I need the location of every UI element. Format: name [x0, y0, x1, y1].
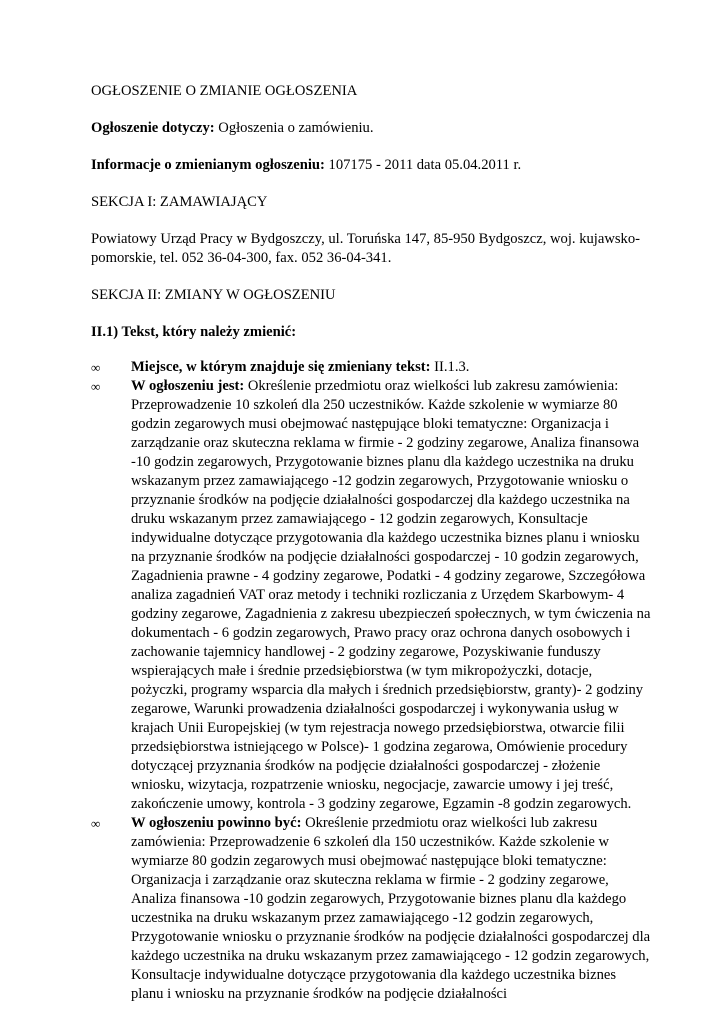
item-label: Miejsce, w którym znajduje się zmieniany tekst: [131, 359, 431, 375]
section-2-heading: SEKCJA II: ZMIANY W OGŁOSZENIU [91, 287, 336, 303]
list-item [91, 358, 651, 377]
concerns-label: Ogłoszenie dotyczy: [91, 120, 215, 136]
document-page [91, 82, 651, 1004]
section-2-subheading: II.1) Tekst, który należy zmienić: [91, 324, 297, 340]
section-1-heading: SEKCJA I: ZAMAWIAJĄCY [91, 194, 268, 210]
item-label: W ogłoszeniu powinno być: [131, 815, 302, 831]
item-text: II.1.3. [434, 359, 470, 375]
item-text: Określenie przedmiotu oraz wielkości lub zakresu zamówienia: Przeprowadzenie 6 szkoleń dla 150 uczestników. Każde szkolenie w wymiarze 80 godzin zegarowych musi obejmować następujące bloki tematyczne: Organizacja i zarządzanie oraz skuteczna reklama w firmie - 2 godziny zegarowe, Analiza finansowa -10 godzin zegarowych, Przygotowanie biznes planu dla każdego uczestnika na druku wskazanym przez zamawiającego -12 godzin zegarowych, Przygotowanie wniosku o przyznanie środków na podjęcie działalności gospodarczej dla każdego uczestnika na druku wskazanym przez zamawiającego - 12 godzin zegarowych, Konsultacje indywidualne dotyczące przygotowania dla każdego uczestnika biznes planu i wniosku na przyznanie środków na podjęcie działalności [131, 815, 651, 1002]
info-value: 107175 - 2011 data 05.04.2011 r. [328, 157, 522, 173]
bullet-icon: ∞ [91, 379, 101, 394]
bullet-icon: ∞ [91, 360, 101, 375]
info-label: Informacje o zmienianym ogłoszeniu: [91, 157, 325, 173]
changes-list [91, 358, 651, 1004]
concerns-line [91, 119, 651, 138]
bullet-icon: ∞ [91, 816, 101, 831]
list-item [91, 814, 651, 1004]
concerns-value: Ogłoszenia o zamówieniu. [218, 120, 374, 136]
item-label: W ogłoszeniu jest: [131, 378, 245, 394]
item-text: Określenie przedmiotu oraz wielkości lub zakresu zamówienia: Przeprowadzenie 10 szkoleń dla 250 uczestników. Każde szkolenie w wymiarze 80 godzin zegarowych musi obejmować następujące bloki tematyczne: Organizacja i zarządzanie oraz skuteczna reklama w firmie - 2 godziny zegarowe, Analiza finansowa -10 godzin zegarowych, Przygotowanie biznes planu dla każdego uczestnika na druku wskazanym przez zamawiającego -12 godzin zegarowych, Przygotowanie wniosku o przyznanie środków na podjęcie działalności gospodarczej dla każdego uczestnika na druku wskazanym przez zamawiającego - 12 godzin zegarowych, Konsultacje indywidualne dotyczące przygotowania dla każdego uczestnika biznes planu i wniosku na przyznanie środków na podjęcie działalności gospodarczej - 10 godzin zegarowych, Zagadnienia prawne - 4 godziny zegarowe, Podatki - 4 godziny zegarowe, Szczegółowa analiza zagadnień VAT oraz metody i techniki rozliczania z Urzędem Skarbowym- 4 godziny zegarowe, Zagadnienia z zakresu ubezpieczeń społecznych, w tym ćwiczenia na dokumentach - 6 godzin zegarowych, Prawo pracy oraz ochrona danych osobowych i zachowanie tajemnicy handlowej - 2 godziny zegarowe, Pozyskiwanie funduszy wspierających małe i średnie przedsiębiorstwa (w tym mikropożyczki, dotacje, pożyczki, programy wsparcia dla małych i średnich przedsiębiorstw, granty)- 2 godziny zegarowe, Warunki prowadzenia działalności gospodarczej i wykonywania usług w krajach Unii Europejskiej (w tym rejestracja nowego przedsiębiorstwa, otwarcie filii przedsiębiorstwa istniejącego w Polsce)- 1 godzina zegarowa, Omówienie procedury dotyczącej przyznania środków na podjęcie działalności gospodarczej - złożenie wniosku, wizytacja, rozpatrzenie wniosku, negocjacje, zawarcie umowy i jej treść, zakończenie umowy, kontrola - 3 godziny zegarowe, Egzamin -8 godzin zegarowych. [131, 378, 651, 812]
document-title: OGŁOSZENIE O ZMIANIE OGŁOSZENIA [91, 83, 358, 99]
section-1-body: Powiatowy Urząd Pracy w Bydgoszczy, ul. Toruńska 147, 85-950 Bydgoszcz, woj. kujawsko-pomorskie, tel. 052 36-04-300, fax. 052 36-04-341. [91, 231, 640, 266]
info-line [91, 156, 651, 175]
list-item [91, 377, 651, 814]
